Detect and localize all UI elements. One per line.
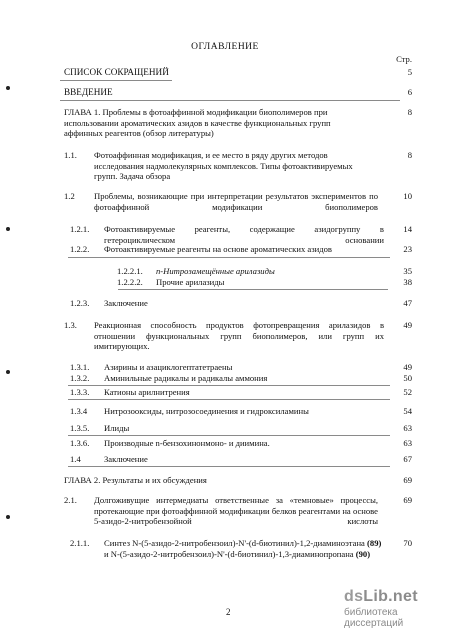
toc-2-1-1-text-b: и N-(5-азидо-2-нитробензоил)-N'-(d-биотинил)-1,3-диаминопропана [104, 548, 354, 559]
margin-dot [6, 227, 10, 231]
divider [68, 466, 390, 467]
toc-chapter-1-label[interactable]: ГЛАВА 1. Проблемы в фотоаффинной модификации биополимеров при использовании ароматических азидов в качестве функциональных групп аффинных реагентов (обзор литературы) [64, 107, 331, 139]
toc-section-1-3-2-page: 50 [403, 373, 412, 383]
toc-2-1-1-text-a: Синтез N-(5-азидо-2-нитробензоил)-N'-(d-биотинил)-1,2-диаминоэтана [104, 538, 365, 548]
toc-section-1-3-3-label[interactable]: Катионы арилнитрения [104, 387, 190, 397]
toc-section-1-2-1-label[interactable]: Фотоактивируемые реагенты, содержащие азидогруппу в гетероциклическом основании [104, 224, 384, 245]
toc-section-1-2-2-2-label[interactable]: Прочие арилазиды [156, 277, 225, 287]
toc-section-number: 1.2.2.2. [117, 277, 143, 287]
toc-section-1-3-4-page: 54 [403, 406, 412, 416]
toc-section-1-3-4-label[interactable]: Нитрозооксиды, нитрозосоединения и гидроксиламины [104, 406, 309, 416]
dslib-logo [344, 588, 450, 629]
toc-section-number: 1.1. [64, 150, 77, 160]
toc-section-1-3-6-label[interactable]: Производные n-бензохинонмоно- и диимина. [104, 438, 270, 448]
toc-chapter-1-page: 8 [407, 107, 412, 117]
toc-section-1-1-label[interactable]: Фотоаффинная модификация, и ее место в ряду других методов исследования надмолекулярных комплексов. Типы фотоактивируемых групп. Задача обзора [94, 150, 353, 182]
toc-abbrev-label[interactable]: СПИСОК СОКРАЩЕНИЙ [64, 67, 169, 77]
page-column-header: Стр. [396, 54, 412, 64]
compound-ref: (89) [367, 538, 382, 548]
toc-section-number: 1.2.2.1. [117, 266, 143, 276]
toc-section-2-1-page: 69 [403, 495, 412, 505]
toc-abbrev-page: 5 [407, 67, 412, 77]
toc-section-1-2-3-label[interactable]: Заключение [104, 298, 148, 308]
toc-section-number: 1.3.1. [70, 362, 90, 372]
logo-lib-text: Lib.net [363, 588, 418, 605]
logo-subtitle: библиотека диссертаций [344, 607, 404, 629]
toc-intro-label[interactable]: ВВЕДЕНИЕ [64, 87, 113, 97]
toc-section-2-1-label[interactable]: Долгоживущие интермедиаты ответственные за «темновые» процессы, протекающие при фотоаффинной модификации белков реагентами на основе 5-азидо-2-нитробензойной кислоты [94, 495, 378, 527]
toc-intro-page: 6 [407, 87, 412, 97]
toc-section-number: 1.3.2. [70, 373, 90, 383]
divider [68, 435, 390, 436]
margin-dot [6, 86, 10, 90]
toc-section-number: 2.1. [64, 495, 77, 505]
toc-section-number: 1.3. [64, 320, 77, 330]
toc-section-number: 1.3.4 [70, 406, 88, 416]
toc-section-1-2-label[interactable]: Проблемы, возникающие при интерпретации результатов экспериментов по фотоаффинной модификации биополимеров [94, 191, 378, 212]
toc-section-number: 1.2.2. [70, 244, 90, 254]
margin-dot [6, 515, 10, 519]
toc-section-number: 1.2 [64, 191, 75, 201]
toc-section-1-2-page: 10 [403, 191, 412, 201]
toc-section-1-2-2-page: 23 [403, 244, 412, 254]
toc-section-1-3-1-label[interactable]: Азирины и азациклогептатетраены [104, 362, 233, 372]
divider [68, 257, 390, 258]
margin-dot [6, 370, 10, 374]
toc-chapter-2-page: 69 [403, 475, 412, 485]
compound-ref: (90) [355, 548, 371, 559]
toc-section-1-4-page: 67 [403, 454, 412, 464]
toc-section-1-1-page: 8 [407, 150, 412, 160]
page-number: 2 [226, 607, 231, 617]
toc-chapter-2-label[interactable]: ГЛАВА 2. Результаты и их обсуждения [64, 475, 207, 485]
toc-section-number: 1.3.6. [70, 438, 90, 448]
divider [118, 289, 388, 290]
toc-section-number: 1.4 [70, 454, 81, 464]
toc-section-1-2-3-page: 47 [403, 298, 412, 308]
toc-section-1-4-label[interactable]: Заключение [104, 454, 148, 464]
toc-section-1-2-1-page: 14 [403, 224, 412, 234]
toc-section-1-3-3-page: 52 [403, 387, 412, 397]
divider [60, 80, 172, 81]
logo-ds-text: ds [344, 588, 364, 605]
toc-section-1-3-page: 49 [403, 320, 412, 330]
toc-section-1-2-2-label[interactable]: Фотоактивируемые реагенты на основе ароматических азидов [104, 244, 332, 254]
toc-section-1-2-2-1-page: 35 [403, 266, 412, 276]
toc-section-2-1-1-label[interactable] [104, 538, 384, 559]
toc-section-1-3-1-page: 49 [403, 362, 412, 372]
toc-section-number: 1.3.3. [70, 387, 90, 397]
page-title: ОГЛАВЛЕНИЕ [191, 42, 259, 52]
toc-section-1-2-2-1-label[interactable]: n-Нитрозамещённые арилазиды [156, 266, 275, 276]
toc-section-1-3-label[interactable]: Реакционная способность продуктов фотопревращения арилазидов в отношении функциональных групп биополимеров, или групп их имитирующих. [94, 320, 384, 352]
divider [60, 100, 400, 101]
toc-section-number: 2.1.1. [70, 538, 90, 548]
toc-section-number: 1.2.3. [70, 298, 90, 308]
toc-section-1-3-6-page: 63 [403, 438, 412, 448]
toc-section-2-1-1-page: 70 [403, 538, 412, 548]
toc-section-1-3-5-label[interactable]: Илиды [104, 423, 130, 433]
toc-section-1-3-5-page: 63 [403, 423, 412, 433]
divider [68, 399, 390, 400]
toc-section-number: 1.3.5. [70, 423, 90, 433]
divider [68, 385, 390, 386]
toc-section-1-2-2-2-page: 38 [403, 277, 412, 287]
toc-section-1-3-2-label[interactable]: Аминильные радикалы и радикалы аммония [104, 373, 268, 383]
toc-section-number: 1.2.1. [70, 224, 90, 234]
